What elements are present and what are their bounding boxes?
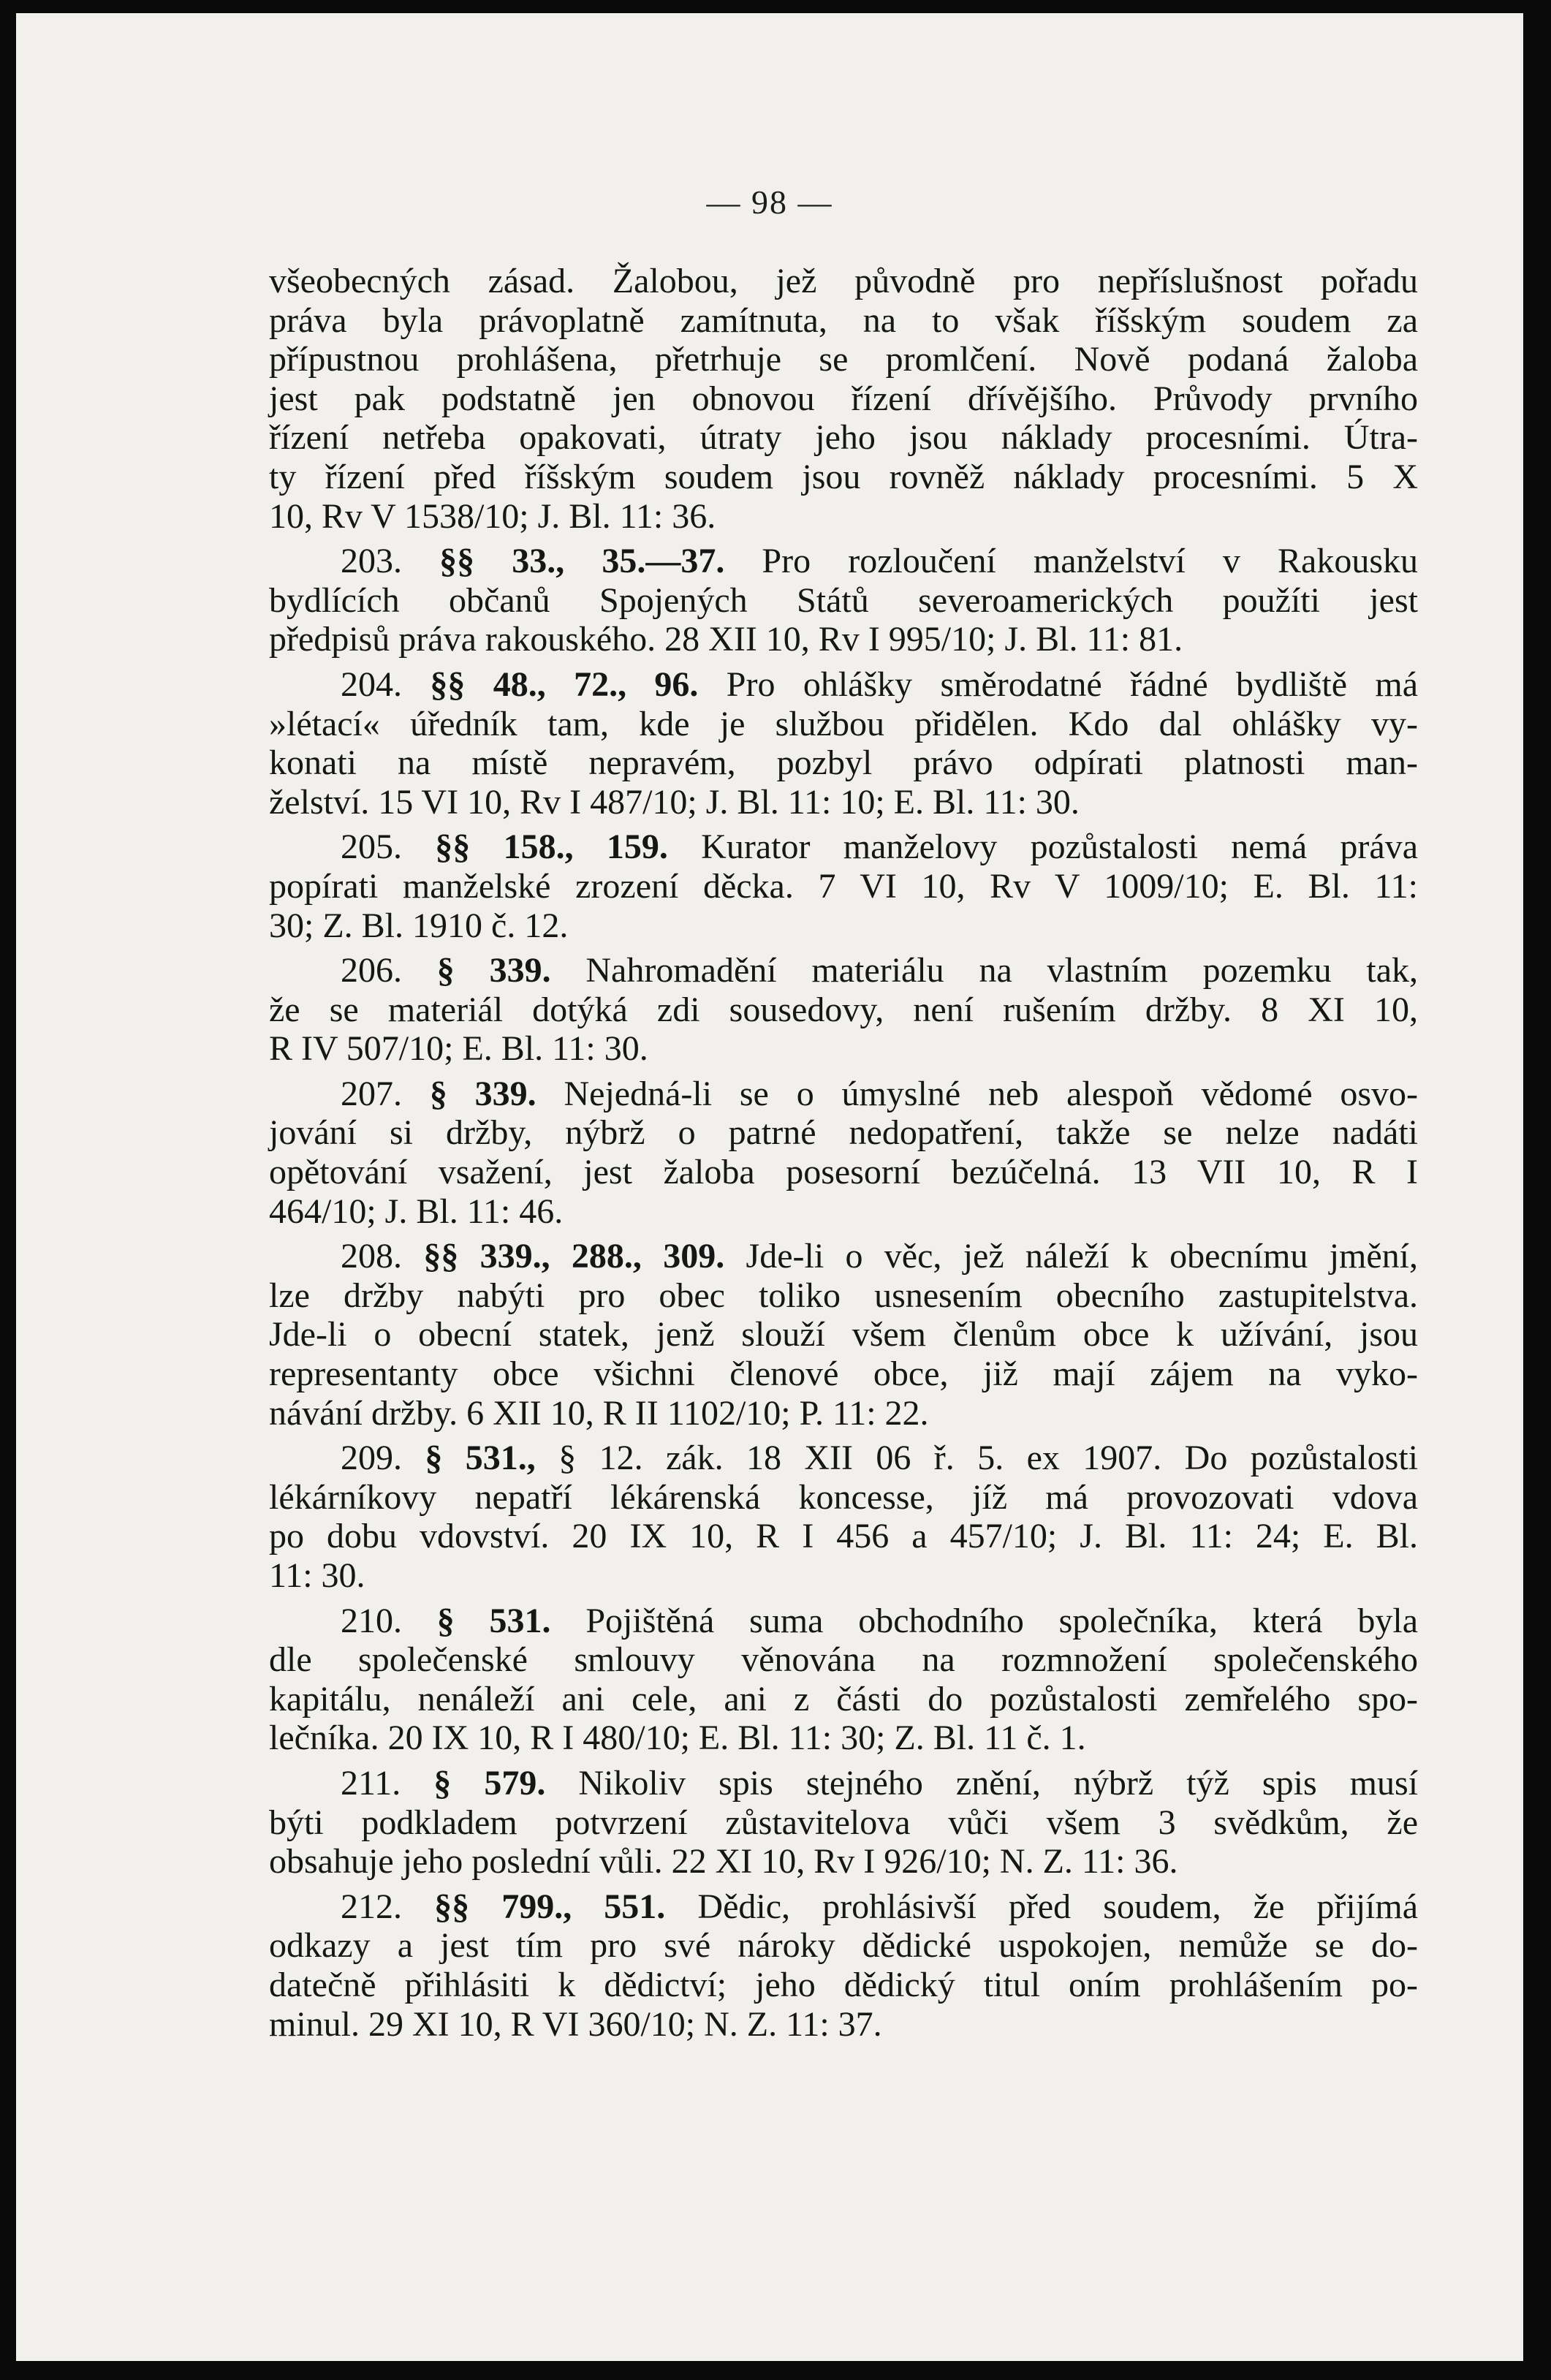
entry-number: 208. xyxy=(341,1237,402,1276)
text-line: 464/10; J. Bl. 11: 46. xyxy=(269,1191,564,1231)
text-line: ty řízení před říšským soudem jsou rovněž náklady procesními. 5 X xyxy=(269,457,1418,496)
paragraph-203 xyxy=(269,542,1418,659)
text-line: kapitálu, nenáleží ani cele, ani z části do pozůstalosti zemřelého spo- xyxy=(269,1679,1418,1718)
text-line: jest pak podstatně jen obnovou řízení dřívějšího. Průvody prvního xyxy=(269,379,1418,418)
text-line: lékárníkovy nepatří lékárenská koncesse, jíž má provozovati vdova xyxy=(269,1477,1418,1517)
paragraph-205 xyxy=(269,827,1418,945)
line-text: Jde-li o věc, jež náleží k obecnímu jmění, xyxy=(746,1237,1419,1276)
text-line xyxy=(269,1075,1418,1114)
line-text: § 12. zák. 18 XII 06 ř. 5. ex 1907. Do pozůstalosti xyxy=(558,1439,1419,1478)
text-line xyxy=(269,951,1418,990)
text-line: dle společenské smlouvy věnována na rozmnožení společenského xyxy=(269,1640,1418,1680)
text-line: opětování vsažení, jest žaloba posesorní bezúčelná. 13 VII 10, R I xyxy=(269,1153,1418,1192)
text-line: 10, Rv V 1538/10; J. Bl. 11: 36. xyxy=(269,496,716,536)
text-line xyxy=(269,827,1418,867)
text-line: minul. 29 XI 10, R VI 360/10; N. Z. 11: 37. xyxy=(269,2004,882,2044)
text-line: R IV 507/10; E. Bl. 11: 30. xyxy=(269,1029,648,1069)
text-line: lze držby nabýti pro obec toliko usnesením obecního zastupitelstva. xyxy=(269,1276,1418,1315)
paragraph-210 xyxy=(269,1602,1418,1758)
entry-number: 206. xyxy=(341,951,402,990)
paragraph-212 xyxy=(269,1887,1418,2044)
text-line xyxy=(269,1887,1418,1927)
text-line xyxy=(269,665,1418,705)
text-line: Jde-li o obecní statek, jenž slouží všem členům obce k užívání, jsou xyxy=(269,1315,1418,1354)
section-reference: §§ 339., 288., 309. xyxy=(423,1237,725,1276)
text-line: po dobu vdovství. 20 IX 10, R I 456 a 457/10; J. Bl. 11: 24; E. Bl. xyxy=(269,1517,1418,1556)
section-reference: §§ 33., 35.—37. xyxy=(439,542,725,581)
text-line: předpisů práva rakouského. 28 XII 10, Rv I 995/10; J. Bl. 11: 81. xyxy=(269,620,1183,659)
text-line: »létací« úředník tam, kde je službou přidělen. Kdo dal ohlášky vy- xyxy=(269,704,1418,743)
section-reference: § 339. xyxy=(429,1074,536,1113)
text-line xyxy=(269,1764,1418,1803)
text-line: přípustnou prohlášena, přetrhuje se promlčení. Nově podaná žaloba xyxy=(269,340,1418,379)
line-text: Nejedná-li se o úmyslné neb alespoň vědomé osvo- xyxy=(564,1074,1419,1113)
paragraph-207 xyxy=(269,1075,1418,1231)
paragraph-cont xyxy=(269,262,1418,536)
text-line: želství. 15 VI 10, Rv I 487/10; J. Bl. 11: 10; E. Bl. 11: 30. xyxy=(269,782,1080,822)
text-line: řízení netřeba opakovati, útraty jeho jsou náklady procesními. Útra- xyxy=(269,418,1418,458)
section-reference: § 531., xyxy=(425,1439,536,1478)
text-line: všeobecných zásad. Žalobou, jež původně pro nepříslušnost pořadu xyxy=(269,262,1418,300)
paragraph-208 xyxy=(269,1237,1418,1433)
text-line: 30; Z. Bl. 1910 č. 12. xyxy=(269,906,569,945)
text-line xyxy=(269,1602,1418,1641)
page-number: — 98 — xyxy=(706,183,833,221)
entry-number: 210. xyxy=(341,1601,402,1640)
line-text: Pro rozloučení manželství v Rakousku xyxy=(762,542,1419,581)
text-line: 11: 30. xyxy=(269,1556,365,1595)
section-reference: § 531. xyxy=(436,1601,551,1640)
section-reference: § 579. xyxy=(433,1763,546,1803)
line-text: Nikoliv spis stejného znění, nýbrž týž spis musí xyxy=(578,1763,1419,1803)
line-text: Kurator manželovy pozůstalosti nemá práva xyxy=(701,827,1419,867)
book-page xyxy=(16,13,1523,2361)
paragraph-206 xyxy=(269,951,1418,1069)
text-line: práva byla právoplatně zamítnuta, na to však říšským soudem za xyxy=(269,300,1418,340)
text-line xyxy=(269,1237,1418,1276)
line-text: Nahromadění materiálu na vlastním pozemku tak, xyxy=(585,951,1419,990)
text-line xyxy=(269,1439,1418,1478)
entry-number: 204. xyxy=(341,664,402,704)
entry-number: 203. xyxy=(341,542,402,581)
entry-number: 207. xyxy=(341,1074,402,1113)
text-line: jování si držby, nýbrž o patrné nedopatření, takže se nelze nadáti xyxy=(269,1113,1418,1153)
paragraph-209 xyxy=(269,1439,1418,1595)
line-text: Pojištěná suma obchodního společníka, která byla xyxy=(585,1601,1419,1640)
section-reference: §§ 158., 159. xyxy=(435,827,668,867)
text-line: lečníka. 20 IX 10, R I 480/10; E. Bl. 11: 30; Z. Bl. 11 č. 1. xyxy=(269,1718,1086,1758)
section-reference: §§ 48., 72., 96. xyxy=(430,664,699,704)
text-line: že se materiál dotýká zdi sousedovy, není rušením držby. 8 XI 10, xyxy=(269,990,1418,1029)
text-block xyxy=(269,262,1418,2044)
line-text: Dědic, prohlásivší před soudem, že přijímá xyxy=(697,1887,1419,1926)
entry-number: 205. xyxy=(341,827,402,867)
section-reference: § 339. xyxy=(436,951,551,990)
entry-number: 212. xyxy=(341,1887,402,1926)
entry-number: 209. xyxy=(341,1439,402,1478)
text-line: konati na místě nepravém, pozbyl právo odpírati platnosti man- xyxy=(269,743,1418,783)
section-reference: §§ 799., 551. xyxy=(434,1887,666,1926)
text-line: návání držby. 6 XII 10, R II 1102/10; P. 11: 22. xyxy=(269,1393,929,1433)
entry-number: 211. xyxy=(341,1763,401,1803)
text-line: obsahuje jeho poslední vůli. 22 XI 10, Rv I 926/10; N. Z. 11: 36. xyxy=(269,1842,1178,1881)
text-line xyxy=(269,542,1418,581)
text-line: odkazy a jest tím pro své nároky dědické uspokojen, nemůže se do- xyxy=(269,1926,1418,1966)
text-line: datečně přihlásiti k dědictví; jeho dědický titul oním prohlášením po- xyxy=(269,1965,1418,2004)
text-line: bydlících občanů Spojených Států severoamerických použíti jest xyxy=(269,580,1418,620)
text-line: popírati manželské zrození děcka. 7 VI 10, Rv V 1009/10; E. Bl. 11: xyxy=(269,866,1418,906)
line-text: Pro ohlášky směrodatné řádné bydliště má xyxy=(726,664,1419,704)
text-line: býti podkladem potvrzení zůstavitelova vůči všem 3 svědkům, že xyxy=(269,1803,1418,1842)
paragraph-204 xyxy=(269,665,1418,822)
paragraph-211 xyxy=(269,1764,1418,1881)
text-line: representanty obce všichni členové obce, již mají zájem na vyko- xyxy=(269,1354,1418,1394)
